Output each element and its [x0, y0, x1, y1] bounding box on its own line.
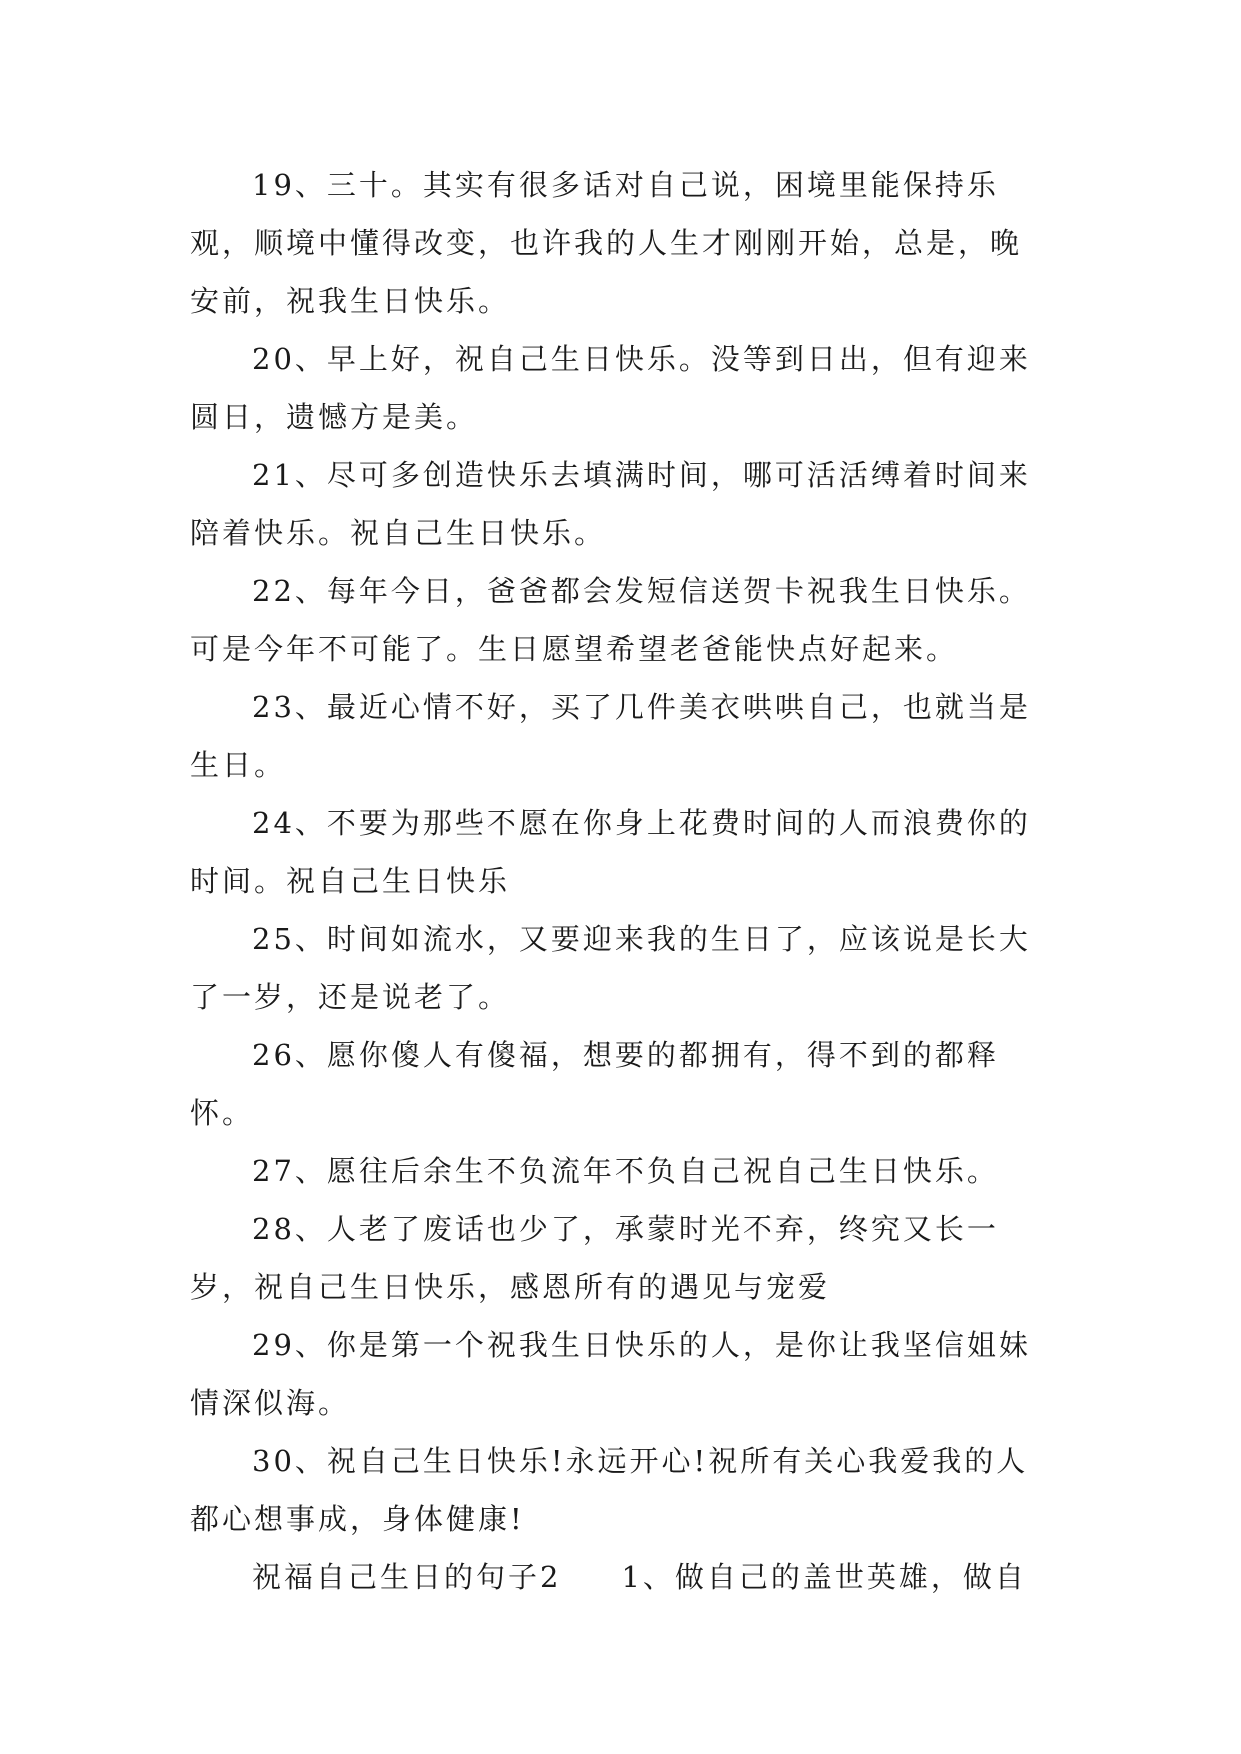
- paragraph-25: 25、时间如流水，又要迎来我的生日了，应该说是长大了一岁，还是说老了。: [190, 922, 1031, 1014]
- paragraph-26: 26、愿你傻人有傻福，想要的都拥有，得不到的都释怀。: [190, 1038, 999, 1130]
- paragraph-29: 29、你是第一个祝我生日快乐的人，是你让我坚信姐妹情深似海。: [190, 1328, 1031, 1420]
- paragraph-23: 23、最近心情不好，买了几件美衣哄哄自己，也就当是生日。: [190, 690, 1031, 782]
- section-line: [190, 1548, 1050, 1606]
- paragraph-22: 22、每年今日，爸爸都会发短信送贺卡祝我生日快乐。可是今年不可能了。生日愿望希望老爸能快点好起来。: [190, 574, 1031, 666]
- paragraph-21: 21、尽可多创造快乐去填满时间，哪可活活缚着时间来陪着快乐。祝自己生日快乐。: [190, 458, 1031, 550]
- section-heading: 祝福自己生日的句子2: [252, 1560, 562, 1594]
- paragraph-28: 28、人老了废话也少了，承蒙时光不弃，终究又长一岁，祝自己生日快乐，感恩所有的遇见与宠爱: [190, 1212, 999, 1304]
- paragraph-24: 24、不要为那些不愿在你身上花费时间的人而浪费你的时间。祝自己生日快乐: [190, 806, 1031, 898]
- paragraph-27: 27、愿往后余生不负流年不负自己祝自己生日快乐。: [252, 1154, 999, 1188]
- next-item-start: 1、做自己的盖世英雄，做自: [621, 1560, 1027, 1594]
- paragraph-19: 19、三十。其实有很多话对自己说，困境里能保持乐观，顺境中懂得改变，也许我的人生才刚刚开始，总是，晚安前，祝我生日快乐。: [190, 168, 1023, 318]
- paragraph-20: 20、早上好，祝自己生日快乐。没等到日出，但有迎来圆日，遗憾方是美。: [190, 342, 1031, 434]
- document-body: [190, 156, 1050, 1606]
- paragraph-30: 30、祝自己生日快乐!永远开心!祝所有关心我爱我的人都心想事成，身体健康!: [190, 1444, 1029, 1536]
